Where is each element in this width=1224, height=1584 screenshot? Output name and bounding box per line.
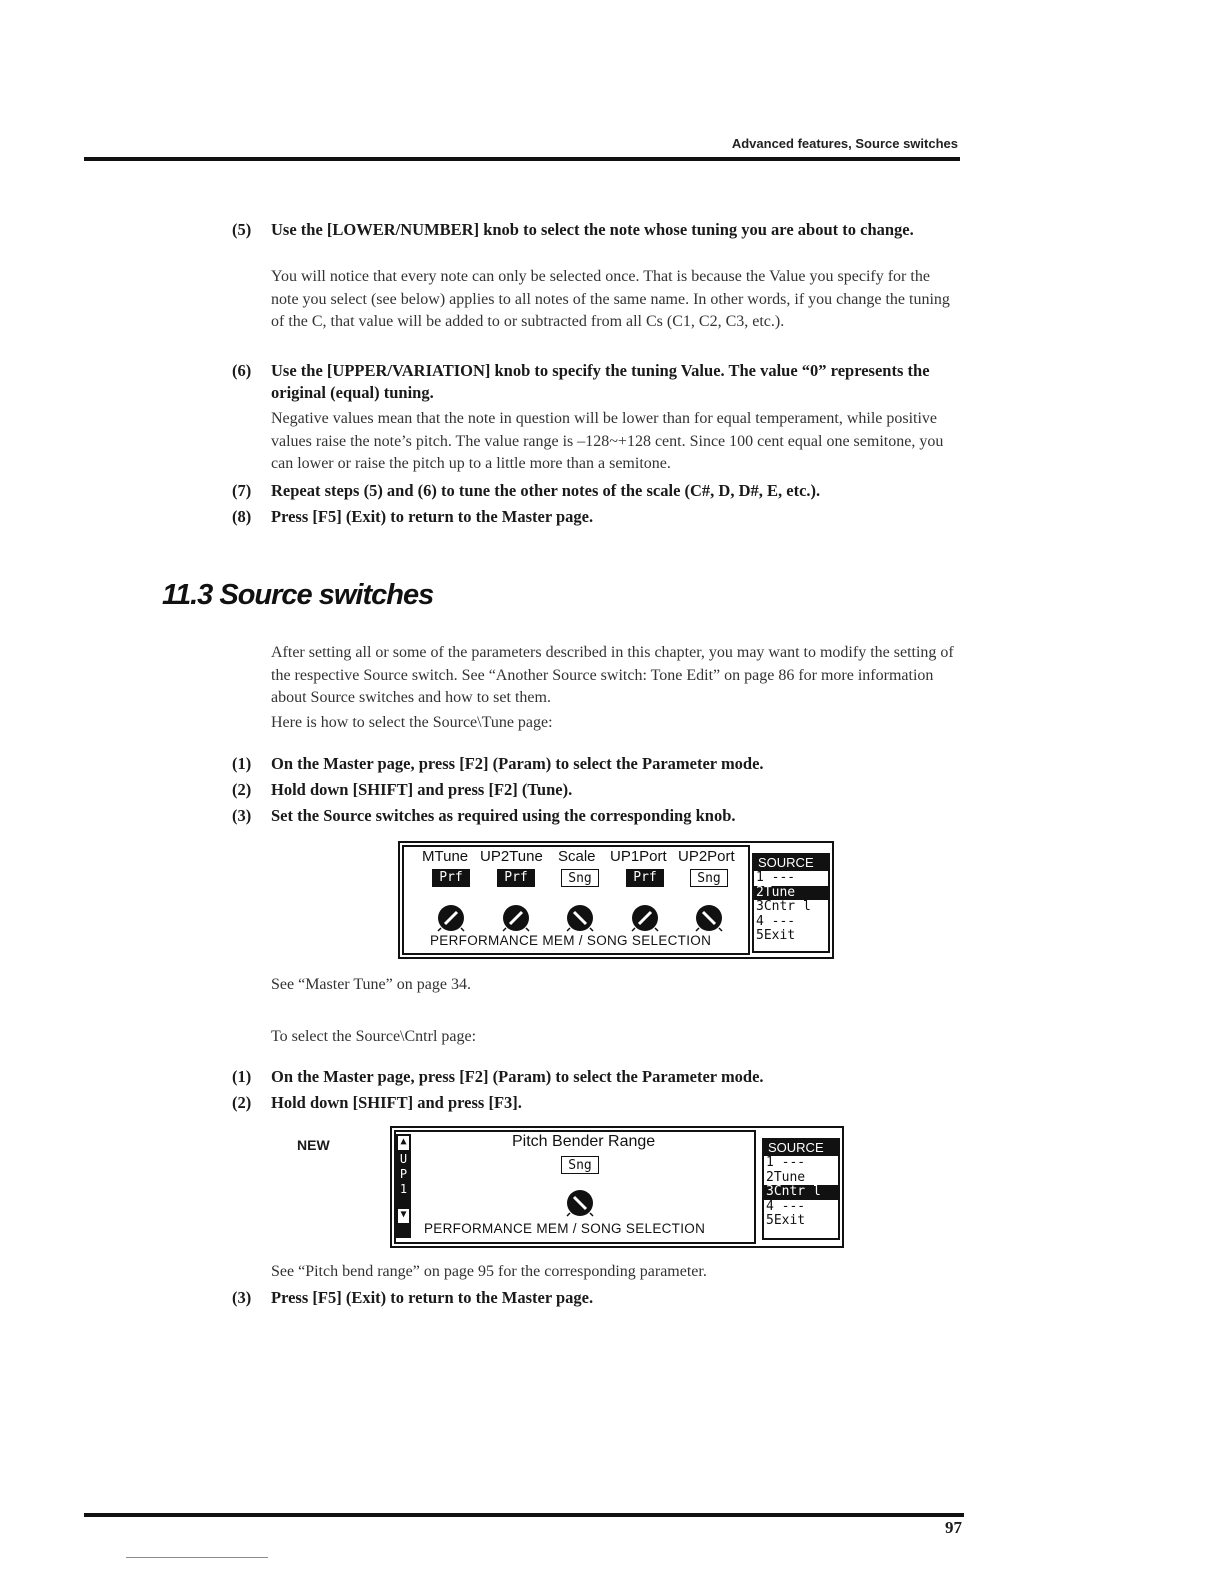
step-b1	[232, 1066, 962, 1088]
step-number: (6)	[232, 361, 252, 380]
menu-item[interactable]: 2Tune	[766, 1169, 806, 1185]
page-number: 97	[945, 1518, 962, 1537]
step-text: Press [F5] (Exit) to return to the Master page.	[271, 507, 594, 526]
side-letter: U	[399, 1152, 408, 1166]
menu-item[interactable]: 3Cntr l	[756, 899, 811, 914]
lcd-footer: PERFORMANCE MEM / SONG SELECTION	[424, 1221, 706, 1236]
param-label: UP2Port	[678, 848, 735, 865]
footer-rule	[84, 1513, 964, 1517]
step-8	[232, 506, 962, 528]
see-master-tune: See “Master Tune” on page 34.	[271, 976, 471, 993]
step-text: Hold down [SHIFT] and press [F3].	[271, 1093, 522, 1112]
scroll-down-icon[interactable]: ▼	[398, 1209, 409, 1223]
value-chip: Prf	[432, 869, 470, 887]
header-rule	[84, 157, 960, 161]
lcd-source-tune	[398, 841, 834, 959]
step-number: (2)	[232, 1093, 252, 1112]
step-a2	[232, 779, 962, 801]
step-number: (8)	[232, 507, 252, 526]
step-number: (7)	[232, 481, 252, 500]
menu-title: SOURCE	[754, 855, 828, 871]
step-text: Press [F5] (Exit) to return to the Master page.	[271, 1288, 594, 1307]
step-7	[232, 480, 962, 502]
step-6	[232, 360, 962, 404]
param-label: Pitch Bender Range	[512, 1133, 656, 1150]
step-b2	[232, 1092, 962, 1114]
step-5-body: You will notice that every note can only be selected once. That is because the Value you specify for the note you select (see below) applies to all notes of the same name. In other words, if you change the tuning of the C, that value will be added to or subtracted from all Cs (C1, C2, C3, etc.).	[271, 268, 950, 330]
step-a1	[232, 753, 962, 775]
value-chip: Sng	[561, 869, 599, 887]
see-pitch-bend: See “Pitch bend range” on page 95 for the corresponding parameter.	[271, 1263, 707, 1280]
section-title: 11.3 Source switches	[162, 579, 434, 611]
step-number: (1)	[232, 754, 252, 773]
menu-item-selected[interactable]: 3Cntr l	[764, 1185, 838, 1200]
lcd-source-cntrl	[390, 1126, 844, 1248]
step-number: (5)	[232, 220, 252, 239]
param-label: MTune	[422, 848, 469, 865]
scroll-up-icon[interactable]: ▲	[398, 1136, 409, 1150]
scroll-bar[interactable]	[396, 1134, 411, 1238]
step-number: (2)	[232, 780, 252, 799]
step-final	[232, 1287, 962, 1309]
menu-item-exit[interactable]: 5Exit	[766, 1213, 806, 1228]
menu-item[interactable]: 1 ---	[756, 870, 796, 885]
step-text: On the Master page, press [F2] (Param) to select the Parameter mode.	[271, 1067, 764, 1086]
step-text: Repeat steps (5) and (6) to tune the other notes of the scale (C#, D, D#, E, etc.).	[271, 481, 821, 500]
step-5	[232, 219, 962, 241]
knob-icon[interactable]	[694, 903, 724, 933]
value-chip: Prf	[626, 869, 664, 887]
step-text: Use the [UPPER/VARIATION] knob to specify the tuning Value. The value “0” represents the original (equal) tuning.	[271, 361, 930, 402]
value-chip: Sng	[690, 869, 728, 887]
param-label: UP1Port	[610, 848, 667, 865]
menu-item-exit[interactable]: 5Exit	[756, 928, 796, 943]
step-text: On the Master page, press [F2] (Param) to select the Parameter mode.	[271, 754, 764, 773]
step-number: (3)	[232, 806, 252, 825]
footer-line	[126, 1557, 268, 1558]
step-number: (3)	[232, 1288, 252, 1307]
step-a3	[232, 805, 962, 827]
step-text: Use the [LOWER/NUMBER] knob to select the note whose tuning you are about to change.	[271, 220, 914, 239]
step-text: Set the Source switches as required using the corresponding knob.	[271, 806, 736, 825]
knob-icon[interactable]	[630, 903, 660, 933]
menu-item-selected[interactable]: 2Tune	[754, 886, 828, 901]
running-header: Advanced features, Source switches	[731, 136, 958, 151]
param-label: UP2Tune	[480, 848, 543, 865]
menu-item[interactable]: 1 ---	[766, 1155, 806, 1170]
value-chip: Sng	[561, 1156, 599, 1174]
knob-icon[interactable]	[501, 903, 531, 933]
knob-icon[interactable]	[436, 903, 466, 933]
new-label: NEW	[297, 1137, 330, 1153]
source-menu	[762, 1138, 840, 1240]
menu-item[interactable]: 4 ---	[766, 1198, 806, 1214]
side-letter: P	[399, 1167, 408, 1181]
section-intro: After setting all or some of the parameters described in this chapter, you may want to modify the setting of the respective Source switch. See “Another Source switch: Tone Edit” on page 86 for more information about Source switches and how to set them.	[271, 644, 954, 706]
section-intro-2: Here is how to select the Source\Tune page:	[271, 714, 553, 731]
menu-title: SOURCE	[764, 1140, 838, 1156]
source-menu	[752, 853, 830, 953]
step-text: Hold down [SHIFT] and press [F2] (Tune).	[271, 780, 573, 799]
param-label: Scale	[558, 848, 596, 865]
value-chip: Prf	[497, 869, 535, 887]
knob-icon[interactable]	[565, 1188, 595, 1218]
step-number: (1)	[232, 1067, 252, 1086]
step-6-body: Negative values mean that the note in question will be lower than for equal temperament, while positive values raise the note’s pitch. The value range is –128~+128 cent. Since 100 cent equal one semitone, you can lower or raise the pitch up to a little more than a semitone.	[271, 410, 944, 472]
menu-item[interactable]: 4 ---	[756, 913, 796, 929]
knob-icon[interactable]	[565, 903, 595, 933]
lcd-footer: PERFORMANCE MEM / SONG SELECTION	[430, 933, 712, 948]
intro-cntrl: To select the Source\Cntrl page:	[271, 1028, 477, 1045]
side-letter: 1	[399, 1182, 408, 1196]
